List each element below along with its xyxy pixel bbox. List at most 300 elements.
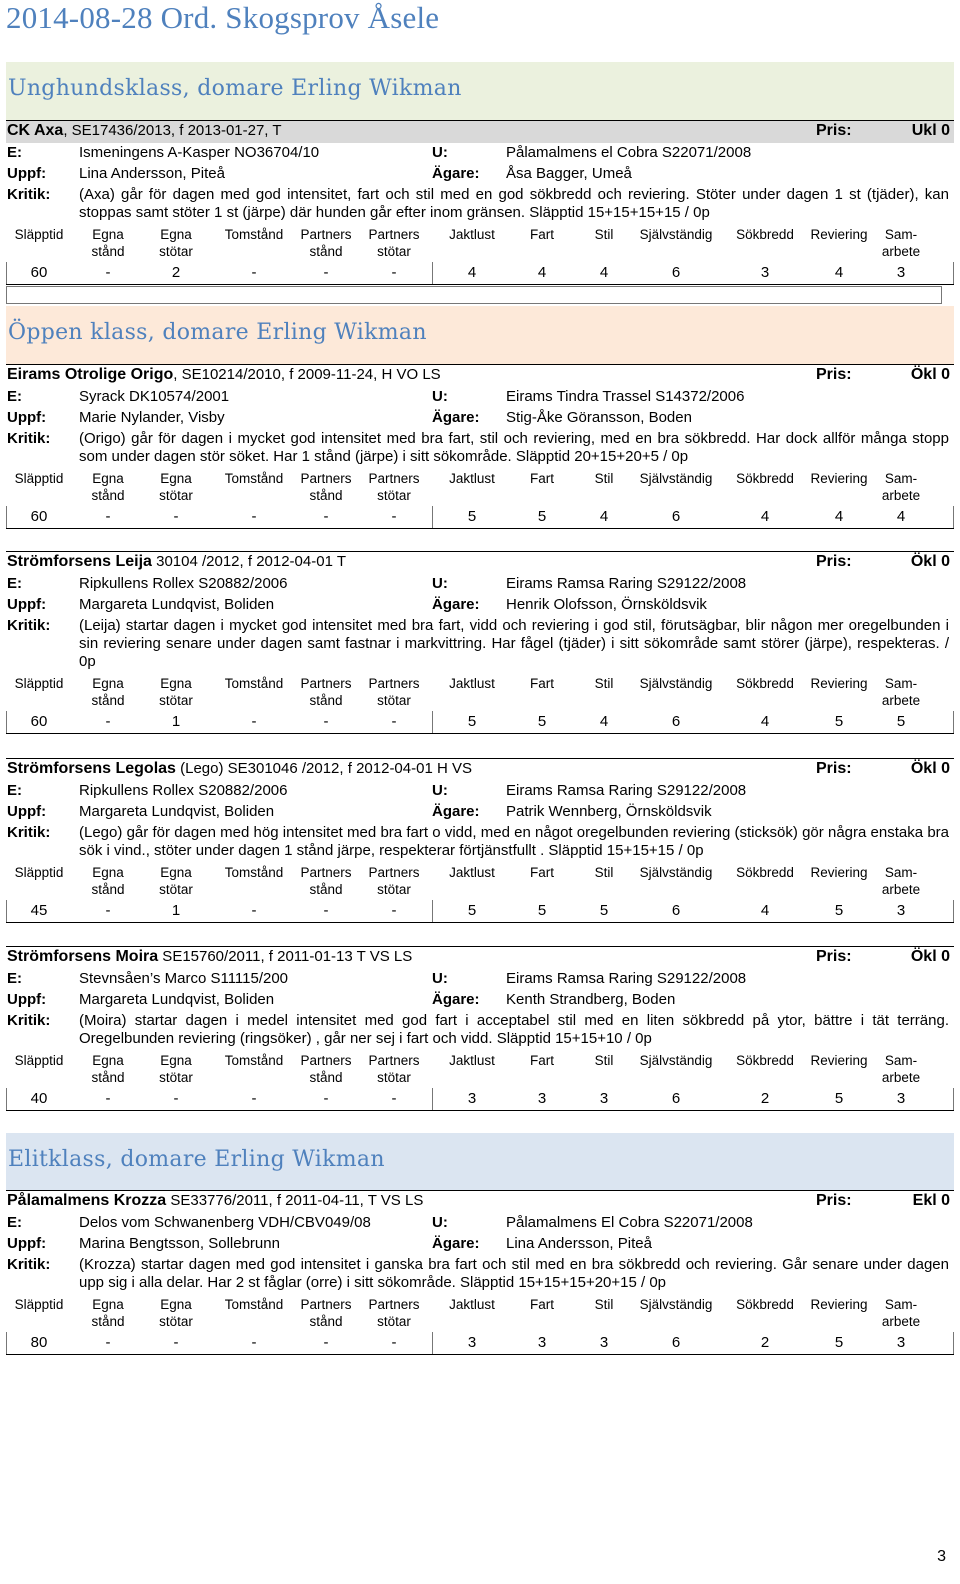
dog-name-line (7, 1192, 423, 1210)
score-value: - (251, 508, 257, 525)
score-value: - (323, 713, 329, 730)
score-value: 60 (30, 713, 48, 730)
prize-value: Ökl 0 (910, 760, 950, 777)
score-values-row (6, 900, 954, 923)
score-header-line: Fart (529, 471, 554, 486)
score-header-row (6, 862, 954, 900)
column-rule (953, 1088, 954, 1110)
score-header-line: Reviering (810, 1297, 868, 1312)
score-header (6, 470, 72, 487)
dam-value: Eirams Ramsa Raring S29122/2008 (506, 970, 747, 987)
score-header-line: Tomstånd (224, 227, 284, 242)
score-header-line: Egna (160, 865, 192, 880)
parents-row (6, 969, 954, 990)
class-title: Elitklass, domare Erling Wikman (8, 1147, 385, 1172)
score-header (512, 470, 572, 487)
score-value: 45 (30, 902, 48, 919)
column-rule (432, 900, 433, 922)
score-value: 4 (760, 508, 770, 525)
score-value: 1 (171, 713, 181, 730)
column-rule (6, 900, 7, 922)
owner-value: Åsa Bagger, Umeå (506, 165, 632, 182)
score-header (576, 864, 632, 881)
score-header (146, 226, 206, 260)
critique (6, 185, 954, 222)
score-header (436, 864, 508, 881)
column-rule (6, 1088, 7, 1110)
score-header-row (6, 673, 954, 711)
score-header (296, 1052, 356, 1086)
column-rule (432, 1332, 433, 1354)
breeder-owner-row (6, 164, 954, 185)
breeder-label: Uppf: (7, 409, 47, 426)
dog-name: Strömforsens Moira (7, 948, 159, 965)
score-header (576, 1296, 632, 1313)
score-header (436, 1052, 508, 1069)
sire-value: Delos vom Schwanenberg VDH/CBV049/08 (79, 1214, 371, 1231)
score-header (78, 675, 138, 709)
score-value: - (323, 264, 329, 281)
sire-value: Ripkullens Rollex S20882/2006 (79, 575, 288, 592)
critique-text: (Origo) går för dagen i mycket god intensitet med bra fart, stil och reviering, med en bra sökbredd. Har dock allför många stopp som under dagen stör söket. Har 1 stånd (järpe) i sitt sökområde. Släpptid 20+15+20+5 / 0p (79, 430, 949, 465)
score-header-line: stötar (159, 488, 193, 503)
score-value: 6 (671, 713, 681, 730)
column-rule (953, 506, 954, 528)
score-value: - (173, 1334, 179, 1351)
breeder-value: Marina Bengtsson, Sollebrunn (79, 1235, 280, 1252)
score-value: - (251, 1334, 257, 1351)
score-value: 6 (671, 1334, 681, 1351)
score-header (636, 470, 716, 487)
dam-label: U: (432, 782, 448, 799)
score-value: 80 (30, 1334, 48, 1351)
score-header-line: Tomstånd (224, 865, 284, 880)
score-header-line: Självständig (639, 1297, 713, 1312)
score-header-line: stånd (309, 693, 343, 708)
parents-row (6, 387, 954, 408)
score-value: 4 (834, 264, 844, 281)
score-header (804, 226, 874, 243)
sire-value: Syrack DK10574/2001 (79, 388, 230, 405)
score-header-line: Tomstånd (224, 1053, 284, 1068)
score-header-line: Sam- (884, 865, 918, 880)
sire-label: E: (7, 970, 22, 987)
score-header-line: arbete (881, 1070, 921, 1085)
breeder-value: Margareta Lundqvist, Boliden (79, 991, 275, 1008)
score-header (874, 864, 928, 898)
dog-entry (6, 551, 954, 734)
column-rule (432, 711, 433, 733)
score-values-row (6, 506, 954, 529)
prize-label: Pris: (816, 948, 852, 965)
score-header (436, 675, 508, 692)
score-value: - (105, 902, 111, 919)
prize-value: Ökl 0 (910, 553, 950, 570)
score-value: - (391, 1334, 397, 1351)
owner-value: Patrik Wennberg, Örnsköldsvik (506, 803, 712, 820)
class-band-unghund (6, 62, 954, 120)
score-value: - (105, 713, 111, 730)
score-header (724, 675, 806, 692)
score-header (804, 470, 874, 487)
score-header (214, 226, 294, 243)
parents-row (6, 143, 954, 164)
score-header (724, 1296, 806, 1313)
score-header-line: stånd (91, 244, 125, 259)
column-rule (6, 506, 7, 528)
breeder-owner-row (6, 1234, 954, 1255)
score-header (512, 1296, 572, 1313)
column-rule (432, 262, 433, 284)
score-header (724, 1052, 806, 1069)
score-header (78, 1052, 138, 1086)
dog-name-line (7, 553, 346, 571)
score-header-line: Tomstånd (224, 1297, 284, 1312)
score-header-line: stötar (159, 882, 193, 897)
score-header-line: Fart (529, 676, 554, 691)
critique (6, 1255, 954, 1292)
prize-label: Pris: (816, 122, 852, 139)
score-header-line: Stil (594, 1297, 614, 1312)
score-header (724, 470, 806, 487)
score-header-line: Stil (594, 471, 614, 486)
critique (6, 823, 954, 860)
score-header-line: stånd (91, 1314, 125, 1329)
breeder-owner-row (6, 802, 954, 823)
score-header-line: Egna (160, 227, 192, 242)
score-header-row (6, 1294, 954, 1332)
score-header-line: Partners (368, 471, 420, 486)
score-header-line: stånd (91, 882, 125, 897)
score-header (636, 1052, 716, 1069)
score-header-line: Självständig (639, 227, 713, 242)
score-header (364, 226, 424, 260)
prize-value: Ökl 0 (910, 366, 950, 383)
breeder-value: Margareta Lundqvist, Boliden (79, 596, 275, 613)
dam-value: Eirams Ramsa Raring S29122/2008 (506, 575, 747, 592)
score-header (214, 470, 294, 487)
breeder-owner-row (6, 990, 954, 1011)
score-header-line: Egna (92, 1297, 124, 1312)
score-header-line: Sökbredd (736, 227, 794, 242)
score-header-line: stötar (159, 693, 193, 708)
score-value: 3 (896, 902, 906, 919)
score-header-line: Självständig (639, 865, 713, 880)
score-header (296, 470, 356, 504)
column-rule (6, 1332, 7, 1354)
score-header (636, 675, 716, 692)
score-header (874, 1296, 928, 1330)
score-header-line: stötar (377, 882, 411, 897)
class-title: Unghundsklass, domare Erling Wikman (8, 76, 462, 101)
dog-header (6, 946, 954, 969)
score-value: 5 (599, 902, 609, 919)
sire-label: E: (7, 1214, 22, 1231)
score-header-line: Egna (160, 471, 192, 486)
dog-entry (6, 946, 954, 1111)
score-header-line: Stil (594, 865, 614, 880)
score-value: 4 (537, 264, 547, 281)
score-value: 5 (467, 902, 477, 919)
column-rule (432, 506, 433, 528)
owner-label: Ägare: (432, 596, 480, 613)
column-rule (432, 1088, 433, 1110)
score-value: 3 (599, 1090, 609, 1107)
score-header-line: Sökbredd (736, 1053, 794, 1068)
prize-label: Pris: (816, 366, 852, 383)
column-rule (953, 262, 954, 284)
score-header (364, 1052, 424, 1086)
score-header-line: Tomstånd (224, 676, 284, 691)
score-header (146, 1052, 206, 1086)
score-value: 3 (896, 264, 906, 281)
dog-name: Strömforsens Leija (7, 553, 152, 570)
dog-info: , SE10214/2010, f 2009-11-24, H VO LS (173, 366, 441, 383)
score-value: 3 (760, 264, 770, 281)
critique-text: (Krozza) startar dagen med god intensitet i ganska bra fart och stil med en bra sökbredd och reviering. Går senare under dagen upp sig i alla delar. Har 2 st fåglar (orre) i sitt sökområde. Släpptid 15+15+15+20+15 / 0p (79, 1256, 949, 1291)
dog-name-line (7, 948, 412, 966)
breeder-value: Lina Andersson, Piteå (79, 165, 225, 182)
score-header-line: Stil (594, 676, 614, 691)
score-header (636, 226, 716, 243)
score-header-line: stötar (159, 1070, 193, 1085)
dog-info: SE15760/2011, f 2011-01-13 T VS LS (158, 948, 413, 965)
dog-name: Strömforsens Legolas (7, 760, 176, 777)
owner-value: Henrik Olofsson, Örnsköldsvik (506, 596, 707, 613)
dog-header (6, 1190, 954, 1213)
score-header-line: stånd (309, 1314, 343, 1329)
dog-name-line (7, 760, 472, 778)
dog-header (6, 551, 954, 574)
dam-value: Eirams Tindra Trassel S14372/2006 (506, 388, 745, 405)
dog-name: Eirams Otrolige Origo (7, 366, 174, 383)
score-header-line: Partners (300, 227, 352, 242)
dog-name: Pålamalmens Krozza (7, 1192, 167, 1209)
dog-name-line (7, 122, 282, 140)
score-value: - (105, 1334, 111, 1351)
critique-text: (Axa) går för dagen med god intensitet, fart och stil med en god sökbredd och reviering. Stöter under dagen 1 st (tjäder), kan stoppas samt stöter 1 st (järpe) där hunden går efter inom gränsen. Släpptid 15+15+15+15 / 0p (79, 186, 949, 221)
dog-entry (6, 758, 954, 923)
critique (6, 1011, 954, 1048)
score-header-line: Reviering (810, 676, 868, 691)
score-value: 60 (30, 264, 48, 281)
score-header (512, 864, 572, 881)
score-value: - (323, 508, 329, 525)
owner-label: Ägare: (432, 165, 480, 182)
score-header (214, 864, 294, 881)
breeder-label: Uppf: (7, 991, 47, 1008)
score-header (78, 1296, 138, 1330)
dog-name-line (7, 366, 441, 384)
score-header-line: stånd (91, 1070, 125, 1085)
score-value: - (391, 508, 397, 525)
score-value: 3 (467, 1090, 477, 1107)
page-number: 3 (937, 1548, 946, 1565)
score-header (6, 675, 72, 692)
score-value: 4 (599, 713, 609, 730)
score-header-line: arbete (881, 488, 921, 503)
score-value: - (251, 902, 257, 919)
score-header-line: Reviering (810, 1053, 868, 1068)
owner-value: Kenth Strandberg, Boden (506, 991, 676, 1008)
dog-header (6, 364, 954, 387)
score-header-line: Fart (529, 227, 554, 242)
score-value: - (391, 713, 397, 730)
breeder-value: Marie Nylander, Visby (79, 409, 225, 426)
score-header-line: stötar (377, 1070, 411, 1085)
score-value: 4 (760, 713, 770, 730)
dog-info: SE33776/2011, f 2011-04-11, T VS LS (166, 1192, 424, 1209)
score-values-row (6, 711, 954, 734)
score-header-line: arbete (881, 693, 921, 708)
score-header-line: Reviering (810, 227, 868, 242)
score-value: 5 (537, 902, 547, 919)
score-value: 3 (537, 1334, 547, 1351)
score-header (364, 470, 424, 504)
dam-label: U: (432, 1214, 448, 1231)
score-header (214, 675, 294, 692)
score-header-line: stånd (91, 693, 125, 708)
score-header-line: Reviering (810, 865, 868, 880)
score-value: - (105, 264, 111, 281)
score-header-line: Partners (368, 1053, 420, 1068)
score-header (78, 226, 138, 260)
score-header (214, 1296, 294, 1313)
score-header-line: Fart (529, 865, 554, 880)
sire-value: Ripkullens Rollex S20882/2006 (79, 782, 288, 799)
score-header-line: Släpptid (14, 227, 64, 242)
score-header-line: stånd (309, 244, 343, 259)
score-value: 2 (760, 1090, 770, 1107)
score-value: - (323, 1090, 329, 1107)
prize-label: Pris: (816, 1192, 852, 1209)
score-value: 5 (834, 1334, 844, 1351)
score-value: - (323, 902, 329, 919)
score-header-line: Reviering (810, 471, 868, 486)
dam-value: Eirams Ramsa Raring S29122/2008 (506, 782, 747, 799)
score-header-line: stötar (377, 244, 411, 259)
page-title: 2014-08-28 Ord. Skogsprov Åsele (6, 0, 440, 35)
score-value: 5 (834, 1090, 844, 1107)
score-header (576, 226, 632, 243)
dam-label: U: (432, 144, 448, 161)
dog-info: , SE17436/2013, f 2013-01-27, T (63, 122, 282, 139)
parents-row (6, 781, 954, 802)
score-value: - (391, 902, 397, 919)
score-header-line: Sökbredd (736, 676, 794, 691)
score-header (576, 470, 632, 487)
prize-value: Ekl 0 (912, 1192, 950, 1209)
score-header (146, 675, 206, 709)
score-value: 2 (760, 1334, 770, 1351)
score-value: 5 (834, 713, 844, 730)
class-band-elit (6, 1133, 954, 1191)
score-header (576, 675, 632, 692)
score-value: 6 (671, 508, 681, 525)
score-value: - (323, 1334, 329, 1351)
class-title: Öppen klass, domare Erling Wikman (8, 320, 427, 345)
score-value: 4 (467, 264, 477, 281)
score-value: - (173, 508, 179, 525)
score-header-line: Släpptid (14, 471, 64, 486)
dam-value: Pålamalmens El Cobra S22071/2008 (506, 1214, 753, 1231)
column-rule (953, 1332, 954, 1354)
score-header-line: Partners (300, 676, 352, 691)
score-header (636, 864, 716, 881)
score-header-line: Sökbredd (736, 1297, 794, 1312)
score-value: - (251, 1090, 257, 1107)
dog-name: CK Axa (7, 122, 64, 139)
score-header-line: Partners (300, 471, 352, 486)
score-header (576, 1052, 632, 1069)
score-header-line: Stil (594, 227, 614, 242)
score-header (724, 864, 806, 881)
score-header-line: stötar (377, 693, 411, 708)
score-value: 3 (537, 1090, 547, 1107)
owner-label: Ägare: (432, 1235, 480, 1252)
score-header (724, 226, 806, 243)
score-value: 5 (896, 713, 906, 730)
score-header (146, 1296, 206, 1330)
score-header-line: Egna (92, 227, 124, 242)
score-values-row (6, 262, 954, 285)
score-header-line: Jaktlust (449, 676, 495, 691)
dam-value: Pålamalmens el Cobra S22071/2008 (506, 144, 752, 161)
score-value: 5 (467, 508, 477, 525)
column-rule (953, 711, 954, 733)
score-header (874, 1052, 928, 1086)
score-value: 5 (537, 713, 547, 730)
score-header-line: Egna (160, 1297, 192, 1312)
score-value: - (173, 1090, 179, 1107)
score-value: 4 (760, 902, 770, 919)
score-value: 5 (834, 902, 844, 919)
critique-label: Kritik: (7, 617, 51, 634)
score-header-line: Partners (368, 227, 420, 242)
sire-label: E: (7, 388, 22, 405)
score-value: - (105, 508, 111, 525)
score-header-line: arbete (881, 1314, 921, 1329)
parents-row (6, 574, 954, 595)
score-header (804, 1052, 874, 1069)
dam-label: U: (432, 575, 448, 592)
score-header-line: stötar (159, 244, 193, 259)
score-header-line: Sam- (884, 227, 918, 242)
critique-text: (Moira) startar dagen i medel intensitet med god fart i acceptabel stil med en liten sökbredd på ytor, bättre i tät terräng. Oregelbunden reviering (ringsöker) , går ner sej i fart och vidd. Släpptid 15+15+10 / 0p (79, 1012, 949, 1047)
prize-value: Ukl 0 (911, 122, 950, 139)
score-header-row (6, 1050, 954, 1088)
score-header-line: Partners (368, 865, 420, 880)
score-header-line: Sam- (884, 471, 918, 486)
score-header-line: Släpptid (14, 676, 64, 691)
owner-value: Stig-Åke Göransson, Boden (506, 409, 692, 426)
score-header-line: Egna (92, 1053, 124, 1068)
score-header (512, 675, 572, 692)
prize-label: Pris: (816, 553, 852, 570)
score-header-line: arbete (881, 244, 921, 259)
score-header (874, 226, 928, 260)
score-header-line: Jaktlust (449, 227, 495, 242)
score-header (512, 226, 572, 243)
dog-header (6, 758, 954, 781)
breeder-owner-row (6, 595, 954, 616)
owner-label: Ägare: (432, 409, 480, 426)
score-header (804, 675, 874, 692)
column-rule (6, 262, 7, 284)
owner-label: Ägare: (432, 991, 480, 1008)
score-header (296, 864, 356, 898)
dog-info: (Lego) SE301046 /2012, f 2012-04-01 H VS (175, 760, 472, 777)
